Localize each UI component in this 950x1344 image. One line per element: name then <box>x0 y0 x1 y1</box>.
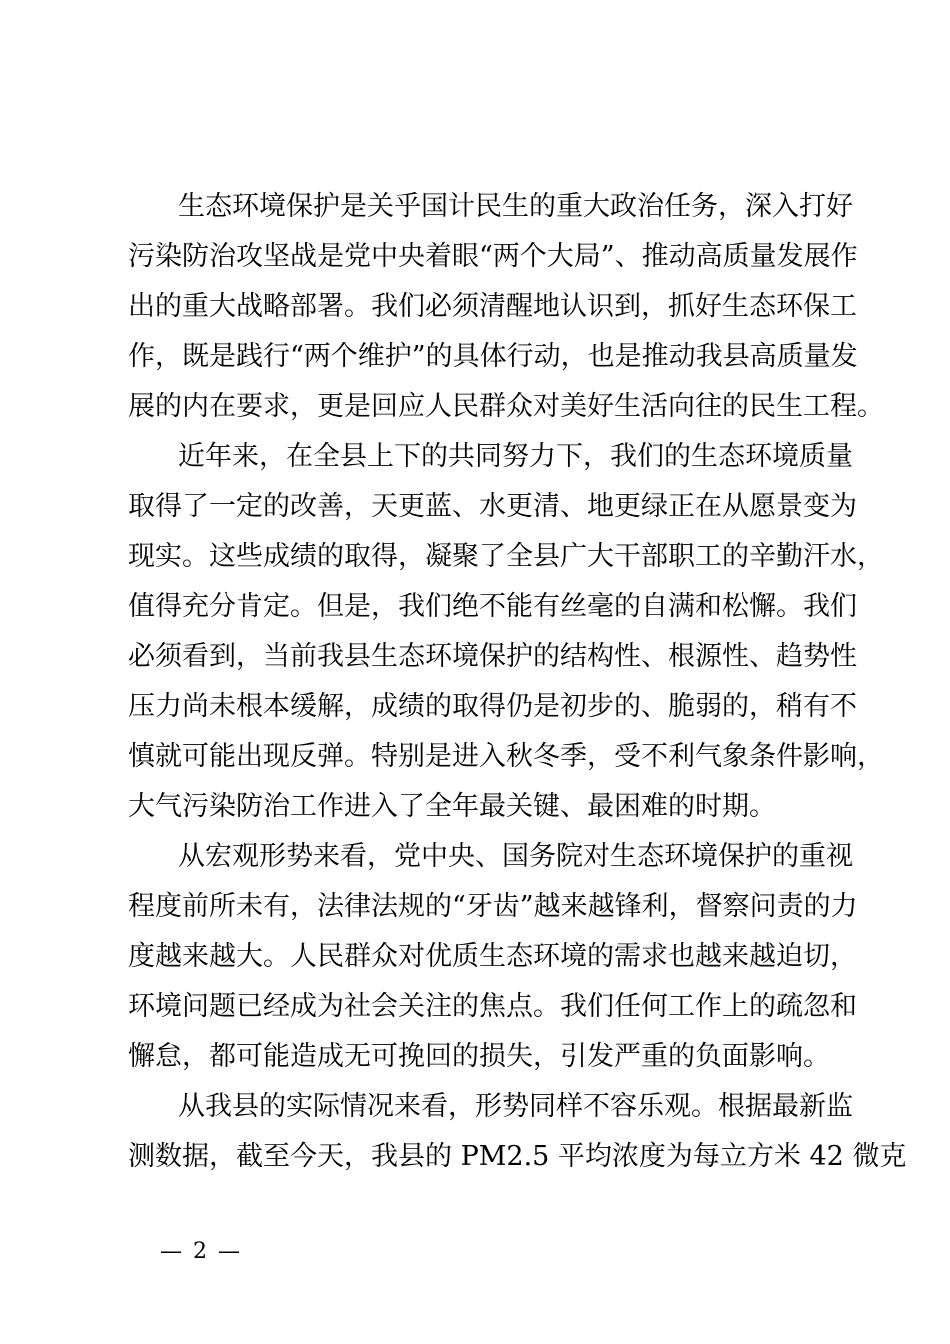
paragraph-3-line-1: 从宏观形势来看，党中央、国务院对生态环境保护的重视 <box>178 841 853 872</box>
paragraph-1-line-2: 污染防治攻坚战是党中央着眼“两个大局”、推动高质量发展作 <box>128 241 858 272</box>
paragraph-2-line-6: 压力尚未根本缓解，成绩的取得仍是初步的、脆弱的，稍有不 <box>128 691 857 722</box>
paragraph-1-line-3: 出的重大战略部署。我们必须清醒地认识到，抓好生态环保工 <box>128 291 857 322</box>
paragraph-2-line-5: 必须看到，当前我县生态环境保护的结构性、根源性、趋势性 <box>128 641 857 672</box>
paragraph-3-line-3: 度越来越大。人民群众对优质生态环境的需求也越来越迫切， <box>128 941 857 972</box>
paragraph-4-line-1: 从我县的实际情况来看，形势同样不容乐观。根据最新监 <box>178 1091 853 1122</box>
paragraph-1-line-1: 生态环境保护是关乎国计民生的重大政治任务，深入打好 <box>178 191 853 222</box>
paragraph-3-line-5: 懈怠，都可能造成无可挽回的损失，引发严重的负面影响。 <box>128 1041 830 1072</box>
paragraph-4-line-2: 测数据，截至今天，我县的 PM2.5 平均浓度为每立方米 42 微克 <box>128 1141 907 1172</box>
paragraph-3-line-2: 程度前所未有，法律法规的“牙齿”越来越锋利，督察问责的力 <box>128 891 858 922</box>
paragraph-2-line-4: 值得充分肯定。但是，我们绝不能有丝毫的自满和松懈。我们 <box>128 591 857 622</box>
paragraph-2-line-1: 近年来，在全县上下的共同努力下，我们的生态环境质量 <box>178 441 853 472</box>
paragraph-2-line-3: 现实。这些成绩的取得，凝聚了全县广大干部职工的辛勤汗水， <box>128 541 884 572</box>
paragraph-1-line-4: 作，既是践行“两个维护”的具体行动，也是推动我县高质量发 <box>128 341 858 372</box>
page-number: — 2 — <box>160 1239 242 1264</box>
paragraph-2-line-8: 大气污染防治工作进入了全年最关键、最困难的时期。 <box>128 791 776 822</box>
paragraph-3-line-4: 环境问题已经成为社会关注的焦点。我们任何工作上的疏忽和 <box>128 991 857 1022</box>
paragraph-2-line-7: 慎就可能出现反弹。特别是进入秋冬季，受不利气象条件影响， <box>128 741 884 772</box>
paragraph-2-line-2: 取得了一定的改善，天更蓝、水更清、地更绿正在从愿景变为 <box>128 491 857 522</box>
paragraph-1-line-5: 展的内在要求，更是回应人民群众对美好生活向往的民生工程。 <box>128 391 884 422</box>
